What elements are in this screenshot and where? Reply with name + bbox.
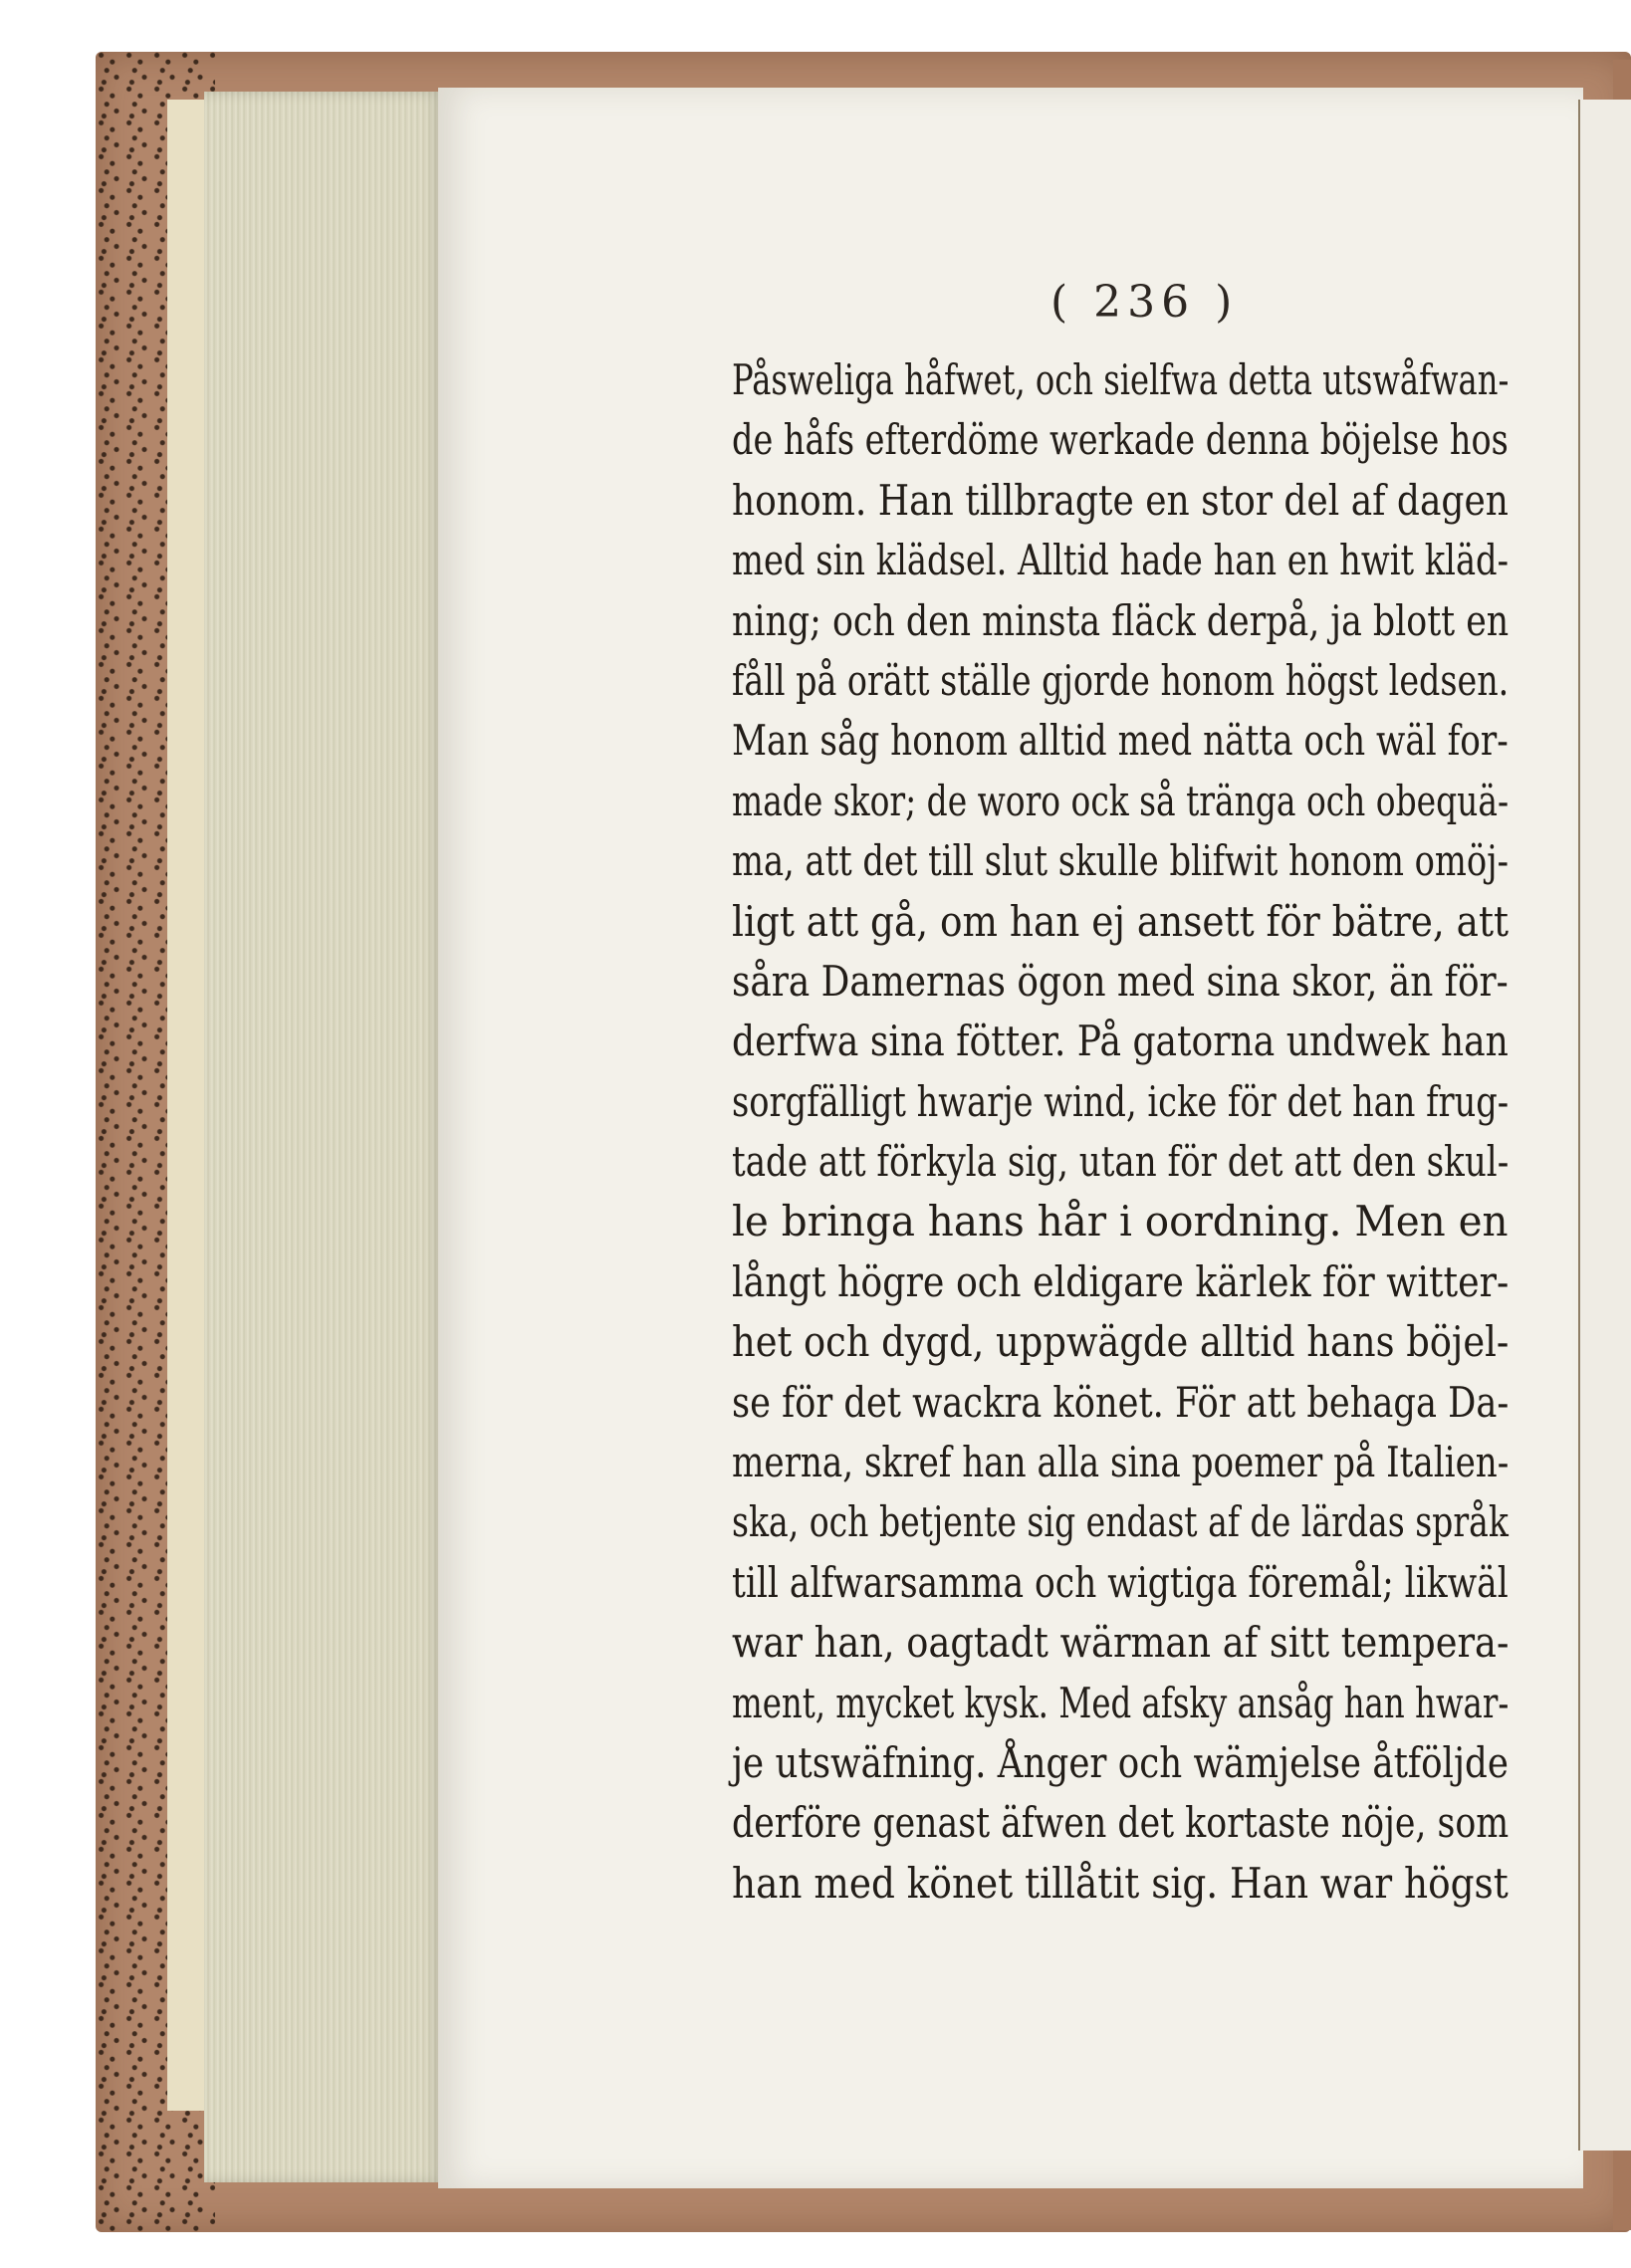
text-line: till alfwarsamma och wigtiga föremål; likwäl xyxy=(732,1557,1509,1607)
text-line: je utswäfning. Ånger och wämjelse åtföljde xyxy=(732,1737,1509,1787)
text-line: sorgfälligt hwarje wind, icke för det han frug- xyxy=(732,1076,1510,1126)
text-line: le bringa hans hår i oordning. Men en xyxy=(732,1197,1509,1247)
text-line: derföre genast äfwen det kortaste nöje, som xyxy=(732,1798,1510,1848)
text-line: såra Damernas ögon med sina skor, än för- xyxy=(732,956,1509,1006)
page-number: ( 236 ) xyxy=(1050,277,1239,328)
text-line: Man såg honom alltid med nätta och wäl for- xyxy=(732,716,1509,766)
text-line: made skor; de woro ock så tränga och obequä- xyxy=(732,776,1510,825)
text-line: merna, skref han alla sina poemer på Italien- xyxy=(732,1438,1510,1487)
text-line: het och dygd, uppwägde alltid hans böjel- xyxy=(732,1317,1510,1367)
text-line: ment, mycket kysk. Med afsky ansåg han hwar- xyxy=(732,1678,1510,1727)
text-line: honom. Han tillbragte en stor del af dagen xyxy=(732,475,1509,525)
text-line: Påsweliga håfwet, och sielfwa detta utswåfwan- xyxy=(732,355,1510,404)
text-line: war han, oagtadt wärman af sitt tempera- xyxy=(732,1618,1510,1668)
text-line: han med könet tillåtit sig. Han war högst xyxy=(732,1858,1509,1908)
text-line: långt högre och eldigare kärlek för witter- xyxy=(732,1256,1510,1306)
text-line: ma, att det till slut skulle blifwit honom omöj- xyxy=(732,836,1510,886)
text-line: ligt att gå, om han ej ansett för bätre, att xyxy=(732,896,1510,946)
text-line: tade att förkyla sig, utan för det att den skul- xyxy=(732,1137,1510,1187)
text-line: ska, och betjente sig endast af de lärdas språk xyxy=(732,1497,1509,1547)
facing-page-edge xyxy=(1578,100,1631,2151)
text-line: med sin klädsel. Alltid hade han en hwit kläd- xyxy=(732,536,1510,585)
page-stack-edges xyxy=(204,92,443,2182)
text-line: de håfs efterdöme werkade denna böjelse hos xyxy=(732,415,1509,465)
text-line: fåll på orätt ställe gjorde honom högst ledsen. xyxy=(732,655,1510,705)
text-line: derfwa sina fötter. På gatorna undwek han xyxy=(732,1017,1509,1066)
text-line: se för det wackra könet. För att behaga Da- xyxy=(732,1377,1510,1427)
text-line: ning; och den minsta fläck derpå, ja blott en xyxy=(732,595,1510,645)
page-text xyxy=(732,350,1509,1914)
cover-lining xyxy=(167,100,207,2111)
